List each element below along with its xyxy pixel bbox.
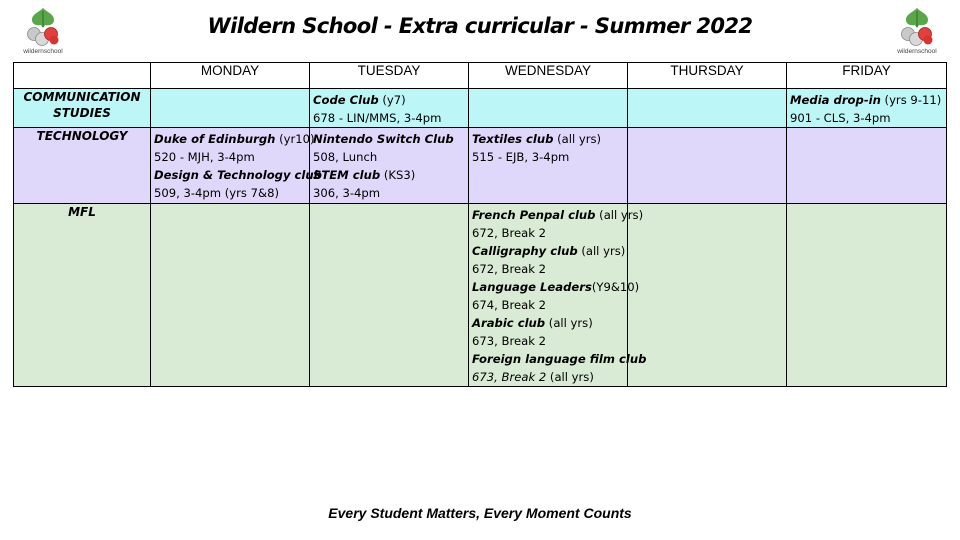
club-room-time-text: 674, Break 2: [472, 298, 546, 312]
day-header: THURSDAY: [628, 63, 787, 89]
club-room-time: [154, 184, 306, 202]
club-room-time-text: 672, Break 2: [472, 262, 546, 276]
club-entry: [472, 242, 624, 260]
club-year-group: (y7): [378, 93, 406, 107]
day-header: MONDAY: [151, 63, 310, 89]
schedule-cell: [310, 204, 469, 387]
club-entry: [472, 314, 624, 332]
subject-label: MFL: [14, 204, 151, 387]
club-entry: [154, 166, 322, 184]
club-room-time: [790, 109, 943, 127]
timetable-row: [14, 204, 947, 387]
schedule-cell: [151, 128, 322, 204]
schedule-cell: [469, 89, 628, 128]
club-year-group: (all yrs): [545, 316, 593, 330]
club-room-time-text: 678 - LIN/MMS, 3-4pm: [313, 111, 442, 125]
club-room-time-italic: 673, Break 2: [472, 370, 547, 384]
club-name: Textiles club: [472, 132, 554, 146]
logo-wordmark: wildernschool: [897, 48, 937, 55]
timetable: [13, 62, 947, 387]
club-name: Foreign language film club: [472, 352, 647, 366]
club-entry: [472, 206, 644, 224]
club-room-time: [472, 332, 624, 350]
header-corner-cell: [14, 63, 151, 89]
club-room-time: [472, 148, 624, 166]
club-entry: [313, 130, 465, 148]
subject-label: COMMUNICATION STUDIES: [14, 89, 151, 128]
club-room-time-text: 901 - CLS, 3-4pm: [790, 111, 891, 125]
club-room-time-text: 306, 3-4pm: [313, 186, 381, 200]
timetable-row: [14, 89, 947, 128]
club-name: STEM club: [313, 168, 381, 182]
schedule-cell: [787, 204, 947, 387]
schedule-cell: [628, 204, 787, 387]
club-entry: [472, 350, 647, 368]
club-name: Duke of Edinburgh: [154, 132, 276, 146]
club-entry: [154, 130, 315, 148]
club-year-group: (yr10): [275, 132, 315, 146]
day-header: FRIDAY: [787, 63, 947, 89]
club-name: Arabic club: [472, 316, 546, 330]
club-entry: [472, 130, 624, 148]
club-year-group: (KS3): [380, 168, 416, 182]
club-room-time: [313, 109, 465, 127]
schedule-cell: [787, 128, 947, 204]
day-header: TUESDAY: [310, 63, 469, 89]
club-room-time: [313, 148, 465, 166]
club-room-time-text: (all yrs): [546, 370, 594, 384]
schedule-cell: [310, 128, 469, 204]
logo-wordmark: wildernschool: [23, 48, 63, 55]
club-name: French Penpal club: [472, 208, 596, 222]
timetable-row: [14, 128, 947, 204]
club-room-time: [472, 224, 624, 242]
club-room-time: [313, 184, 465, 202]
club-room-time: [472, 260, 624, 278]
club-room-time: [154, 148, 306, 166]
schedule-cell: [787, 89, 947, 128]
club-name: Media drop-in: [790, 93, 881, 107]
club-room-time-text: 515 - EJB, 3-4pm: [472, 150, 570, 164]
schedule-cell: [469, 204, 647, 387]
club-entry: [313, 91, 465, 109]
club-year-group: (all yrs): [553, 132, 602, 146]
club-name: Design & Technology club: [154, 168, 322, 182]
schedule-cell: [310, 89, 469, 128]
timetable-header-row: [14, 63, 947, 89]
club-year-group: (Y9&10): [591, 280, 640, 294]
schedule-cell: [151, 204, 310, 387]
club-room-time-text: 520 - MJH, 3-4pm: [154, 150, 255, 164]
schedule-cell: [628, 89, 787, 128]
club-name: Nintendo Switch Club: [313, 132, 454, 146]
schedule-cell: [469, 128, 628, 204]
club-room-time: [472, 368, 624, 386]
schedule-cell: [151, 89, 310, 128]
club-entry: [472, 278, 640, 296]
day-header: WEDNESDAY: [469, 63, 628, 89]
club-entry: [313, 166, 465, 184]
page-title: Wildern School - Extra curricular - Summer 2022: [207, 14, 753, 38]
club-entry: [790, 91, 943, 109]
club-year-group: (yrs 9-11): [880, 93, 942, 107]
club-room-time-text: 509, 3-4pm (yrs 7&8): [154, 186, 279, 200]
schedule-cell: [628, 128, 787, 204]
school-motto: Every Student Matters, Every Moment Counts: [328, 505, 632, 521]
club-room-time: [472, 296, 624, 314]
club-year-group: (all yrs): [595, 208, 644, 222]
club-name: Code Club: [313, 93, 379, 107]
club-room-time-text: 673, Break 2: [472, 334, 546, 348]
club-year-group: (all yrs): [577, 244, 626, 258]
club-name: Calligraphy club: [472, 244, 578, 258]
club-name: Language Leaders: [472, 280, 592, 294]
subject-label: TECHNOLOGY: [14, 128, 151, 204]
club-room-time-text: 508, Lunch: [313, 150, 378, 164]
club-room-time-text: 672, Break 2: [472, 226, 546, 240]
